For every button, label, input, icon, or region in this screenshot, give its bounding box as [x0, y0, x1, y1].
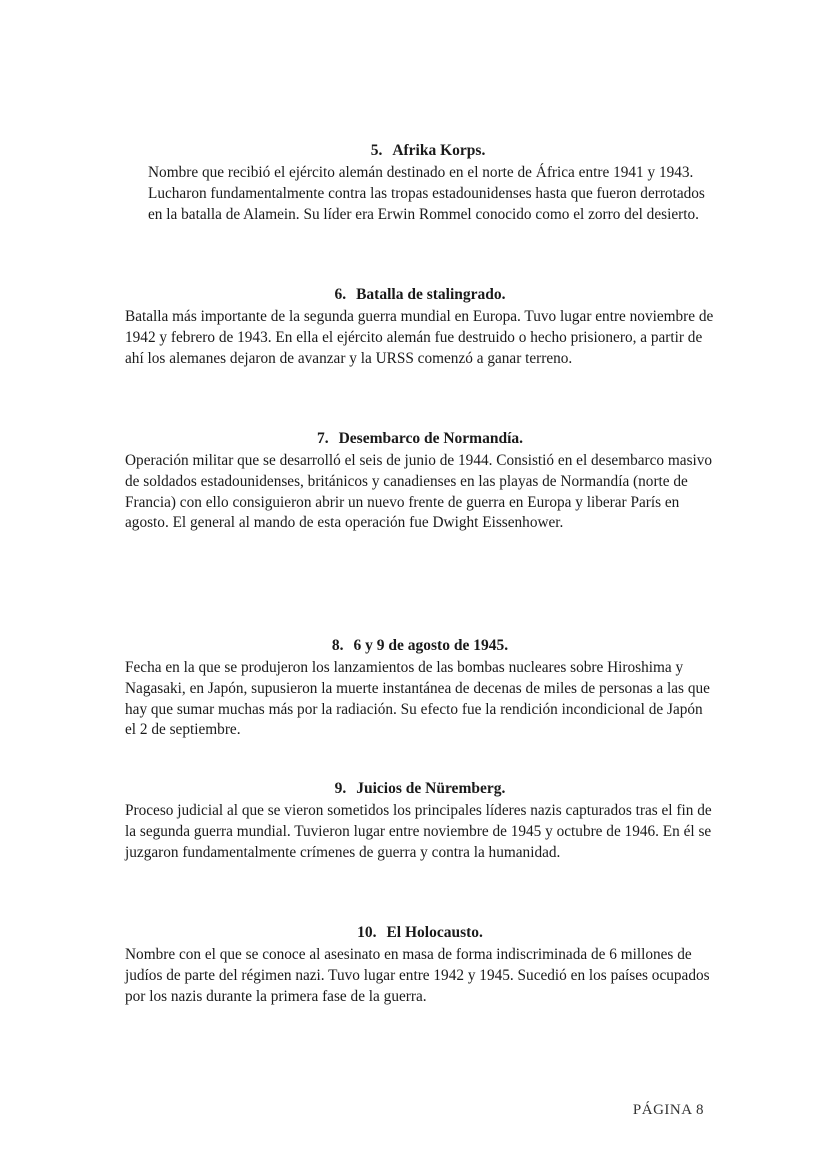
section-text: Proceso judicial al que se vieron sometidos los principales líderes nazis capturados tras el fin de la segunda guerra mundial. Tuvieron lugar entre noviembre de 1945 y octubre de 1946. En él se juzgaron fundamentalmente crímenes de guerra y contra la humanidad.: [125, 802, 712, 861]
section-heading: [125, 429, 715, 449]
section-holocausto: [125, 923, 715, 1007]
section-text: Nombre que recibió el ejército alemán destinado en el norte de África entre 1941 y 1943. Lucharon fundamentalmente contra las tropas estadounidenses hasta que fueron derrotados en la batalla de Alamein. Su líder era Erwin Rommel conocido como el zorro del desierto.: [148, 164, 705, 223]
page-number: PÁGINA 8: [632, 1102, 704, 1118]
section-title: Juicios de Nüremberg.: [356, 780, 506, 797]
section-text: Fecha en la que se produjeron los lanzamientos de las bombas nucleares sobre Hiroshima y Nagasaki, en Japón, supusieron la muerte instantánea de decenas de miles de personas a las que hay que sumar muchas más por la radiación. Su efecto fue la rendición incondicional de Japón el 2 de septiembre.: [125, 659, 710, 739]
section-title: Afrika Korps.: [392, 142, 486, 159]
section-text: Operación militar que se desarrolló el seis de junio de 1944. Consistió en el desembarco masivo de soldados estadounidenses, británicos y canadienses en las playas de Normandía (norte de Francia) con ello consiguieron abrir un nuevo frente de guerra en Europa y liberar París en agosto. El general al mando de esta operación fue Dwight Eissenhower.: [125, 452, 713, 532]
section-heading: [125, 923, 715, 943]
section-afrika-korps: [148, 141, 708, 225]
section-title: El Holocausto.: [386, 924, 483, 941]
section-heading: [125, 285, 715, 305]
section-normandia: [125, 429, 715, 534]
section-title: Batalla de stalingrado.: [356, 286, 506, 303]
section-text: Nombre con el que se conoce al asesinato en masa de forma indiscriminada de 6 millones de judíos de parte del régimen nazi. Tuvo lugar entre 1942 y 1945. Sucedió en los países ocupados por los nazis durante la primera fase de la guerra.: [125, 946, 710, 1005]
section-number: 6.: [334, 286, 347, 303]
section-number: 9.: [334, 780, 347, 797]
section-number: 10.: [357, 924, 377, 941]
section-stalingrado: [125, 285, 715, 369]
section-title: Desembarco de Normandía.: [338, 430, 524, 447]
section-heading: [125, 779, 715, 799]
section-heading: [125, 636, 715, 656]
section-heading: [148, 141, 708, 161]
section-text: Batalla más importante de la segunda guerra mundial en Europa. Tuvo lugar entre noviembre de 1942 y febrero de 1943. En ella el ejército alemán fue destruido o hecho prisionero, a partir de ahí los alemanes dejaron de avanzar y la URSS comenzó a ganar terreno.: [125, 308, 714, 367]
section-agosto-1945: [125, 636, 715, 741]
section-number: 8.: [331, 637, 344, 654]
section-number: 7.: [316, 430, 329, 447]
section-title: 6 y 9 de agosto de 1945.: [353, 637, 509, 654]
section-nuremberg: [125, 779, 715, 863]
section-number: 5.: [370, 142, 383, 159]
